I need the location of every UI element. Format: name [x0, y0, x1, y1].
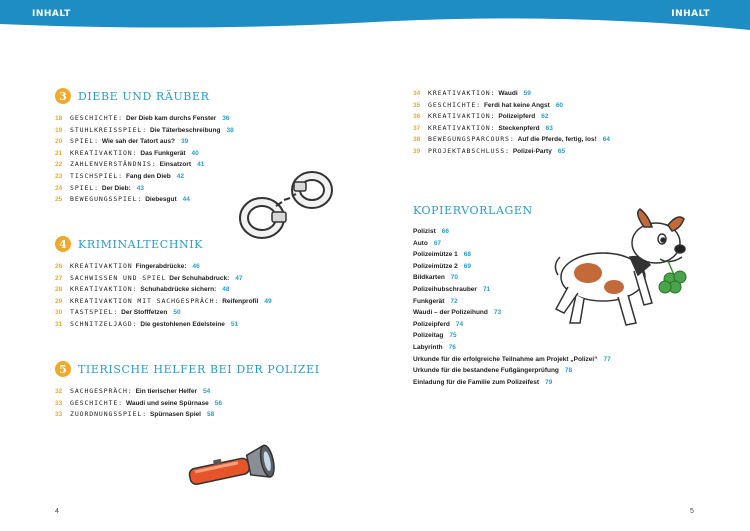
toc-entry[interactable] [55, 386, 320, 398]
entry-category: GESCHICHTE: [70, 398, 123, 407]
kopiervorlage-entry[interactable] [413, 354, 611, 366]
entry-page: 68 [463, 251, 472, 259]
entry-title: Einladung für die Familie zum Polizeifest [413, 378, 540, 386]
entry-title: Einsatzort [159, 161, 192, 169]
header-banner [0, 0, 750, 36]
entry-page: 70 [450, 274, 459, 282]
entry-title: Labyrinth [413, 343, 443, 351]
entry-page: 72 [450, 297, 458, 305]
entry-page: 66 [441, 228, 449, 235]
entry-page: 76 [448, 343, 456, 351]
entry-title: Funkgerät [413, 297, 445, 305]
toc-entry[interactable] [55, 194, 234, 206]
section-number-badge: 3 [55, 88, 71, 104]
entry-number: 34 [413, 90, 421, 97]
toc-entry[interactable] [413, 88, 610, 100]
entry-page: 69 [463, 262, 472, 270]
entry-page: 74 [455, 320, 464, 328]
kopiervorlagen-title: KOPIERVORLAGEN [413, 204, 533, 217]
entry-page: 78 [564, 367, 573, 375]
entry-title: Bildkarten [413, 274, 445, 282]
header-label-left: INHALT [32, 9, 71, 19]
entry-title: Spürnasen Spiel [150, 411, 201, 419]
toc-entry[interactable] [413, 123, 610, 135]
entry-title: Wie sah der Tatort aus? [101, 138, 176, 146]
kopiervorlage-entry[interactable] [413, 342, 611, 354]
entry-page: 63 [545, 124, 553, 132]
toc-entry[interactable] [55, 183, 234, 195]
entry-category: PROJEKTABSCHLUSS: [428, 146, 510, 155]
entry-page: 79 [545, 378, 553, 386]
entry-category: SACHWISSEN UND SPIEL [70, 273, 167, 282]
kopiervorlage-entry[interactable] [413, 377, 611, 389]
handcuffs-illustration [232, 160, 342, 250]
entry-number: 38 [413, 136, 421, 144]
entry-title: Reifenprofil [222, 297, 259, 305]
entry-page: 36 [222, 115, 230, 122]
entry-number: 37 [413, 124, 421, 132]
entry-number: 36 [413, 113, 421, 121]
entry-title: Das Funkgerät [140, 149, 186, 157]
toc-entry[interactable] [55, 319, 272, 331]
entry-page: 38 [226, 126, 234, 134]
entry-page: 42 [176, 172, 184, 180]
section-5 [55, 358, 320, 421]
entry-category: SPIEL: [70, 183, 99, 192]
entry-page: 77 [603, 355, 611, 363]
entry-page: 41 [197, 161, 205, 169]
entry-title: Ein tierischer Helfer [135, 388, 197, 395]
section-heading [55, 85, 234, 107]
entry-page: 58 [206, 411, 215, 419]
entry-number: 35 [413, 101, 421, 109]
entry-title: Polizist [413, 228, 436, 235]
entry-page: 59 [523, 90, 531, 97]
toc-entry[interactable] [55, 125, 234, 137]
entry-title: Polizeipferd [413, 320, 450, 328]
entry-title: Fang den Dieb [125, 172, 171, 180]
entry-category: GESCHICHTE: [70, 114, 123, 122]
toc-entry[interactable] [413, 100, 610, 112]
toc-entry[interactable] [55, 171, 234, 183]
toc-entry[interactable] [55, 159, 234, 171]
entry-title: Polizeitag [413, 332, 444, 340]
entry-number: 39 [413, 147, 421, 155]
entry-category: SCHNITZELJAGD: [70, 319, 138, 328]
entry-number: 19 [55, 126, 63, 134]
banner-wave-shape [0, 0, 750, 36]
entry-number: 23 [55, 172, 63, 180]
section-number-badge: 4 [55, 236, 71, 252]
entry-category: TISCHSPIEL: [70, 171, 123, 180]
entry-category: ZUORDNUNGSSPIEL: [70, 410, 148, 419]
toc-entry[interactable] [55, 273, 272, 285]
entry-category: KREATIVAKTION: [428, 123, 496, 132]
entry-number: 22 [55, 161, 63, 169]
header-label-right: INHALT [671, 9, 710, 19]
entry-title: Die gestohlenen Edelsteine [140, 320, 225, 328]
section-5-continued [413, 88, 610, 158]
entry-category: ZAHLENVERSTÄNDNIS: [70, 160, 157, 169]
entry-category: BEWEGUNGSSPIEL: [70, 195, 143, 204]
entry-number: 24 [55, 184, 63, 192]
entry-page: 67 [433, 239, 442, 247]
entry-page: 51 [230, 320, 239, 328]
entry-number: 30 [55, 309, 63, 317]
toc-entry[interactable] [413, 111, 610, 123]
section-title: DIEBE UND RÄUBER [78, 89, 210, 103]
entry-page: 40 [191, 149, 199, 157]
entry-page: 50 [173, 309, 181, 317]
entry-page: 49 [264, 297, 272, 305]
entry-category: GESCHICHTE: [428, 100, 481, 109]
entry-number: 27 [55, 274, 63, 282]
entry-category: STUHLKREISSPIEL: [70, 125, 148, 134]
section-heading [55, 358, 320, 380]
section-number-badge: 5 [55, 361, 71, 377]
entry-category: SACHGESPRÄCH: [70, 387, 133, 395]
entry-page: 62 [541, 113, 549, 121]
toc-entry[interactable] [413, 146, 610, 158]
entry-page: 56 [214, 399, 223, 407]
entry-title: Polizeimütze 1 [413, 251, 458, 259]
entry-number: 26 [55, 263, 63, 270]
entry-category: KREATIVAKTION [70, 262, 133, 270]
entry-category: KREATIVAKTION: [70, 148, 138, 157]
entry-title: Ferdi hat keine Angst [483, 101, 550, 109]
entry-title: Schuhabdrücke sichern: [140, 286, 217, 294]
entry-title: Waudi [498, 90, 518, 97]
entry-number: 29 [55, 297, 63, 305]
entry-number: 33 [55, 411, 63, 419]
toc-entry[interactable] [55, 148, 234, 160]
entry-category: SPIEL: [70, 137, 99, 146]
entry-number: 33 [55, 399, 63, 407]
entry-page: 75 [449, 332, 457, 340]
entry-title: Urkunde für die erfolgreiche Teilnahme am Projekt „Polizei“ [413, 355, 598, 363]
entry-page: 60 [555, 101, 564, 109]
entry-page: 48 [222, 286, 230, 294]
entry-page: 43 [136, 184, 145, 192]
entry-category: KREATIVAKTION: [428, 89, 496, 97]
toc-entry[interactable] [55, 261, 272, 273]
entry-title: Urkunde für die bestandene Fußgängerprüfung [413, 367, 559, 375]
toc-entry[interactable] [55, 307, 272, 319]
entry-page: 39 [181, 138, 189, 146]
entry-title: Polizeihubschrauber [413, 285, 477, 293]
entry-page: 44 [182, 196, 190, 204]
entry-title: Steckenpferd [498, 124, 540, 132]
entry-page: 54 [203, 388, 211, 395]
entry-category: KREATIVAKTION MIT SACHGESPRÄCH: [70, 296, 220, 305]
page-number-left: 4 [55, 508, 59, 515]
entry-title: Diebesgut [145, 196, 177, 204]
entry-category: TASTSPIEL: [70, 308, 119, 317]
entry-title: Fingerabdrücke: [135, 263, 187, 270]
entry-title: Waudi – der Polizeihund [413, 309, 488, 317]
toc-entry[interactable] [55, 398, 320, 410]
entry-page: 47 [235, 274, 243, 282]
entry-title: Die Täterbeschreibung [150, 126, 221, 134]
entry-number: 20 [55, 138, 63, 146]
section-title: KRIMINALTECHNIK [78, 237, 203, 251]
toc-entry[interactable] [55, 136, 234, 148]
entry-title: Der Schuhabdruck: [169, 274, 230, 282]
entry-category: KREATIVAKTION: [428, 112, 496, 121]
entry-title: Der Dieb: [101, 184, 131, 192]
entry-page: 71 [482, 285, 491, 293]
toc-entry[interactable] [55, 296, 272, 308]
entry-number: 28 [55, 286, 63, 294]
entry-number: 21 [55, 149, 63, 157]
entry-number: 31 [55, 320, 63, 328]
entry-title: Der Dieb kam durchs Fenster [125, 115, 217, 122]
toc-entry[interactable] [413, 134, 610, 146]
section-title: TIERISCHE HELFER BEI DER POLIZEI [78, 362, 320, 376]
police-dog-illustration [548, 205, 698, 335]
toc-entry[interactable] [55, 113, 234, 125]
entry-page: 46 [192, 263, 200, 270]
toc-entry[interactable] [55, 409, 320, 421]
entry-title: Der Stofffetzen [121, 309, 168, 317]
entry-page: 65 [557, 147, 566, 155]
entry-title: Polizei-Party [512, 147, 552, 155]
entry-number: 32 [55, 388, 63, 395]
entry-title: Auf die Pferde, fertig, los! [517, 136, 597, 144]
kopiervorlage-entry[interactable] [413, 365, 611, 377]
entry-number: 18 [55, 115, 63, 122]
entry-page: 64 [602, 136, 610, 144]
entry-page: 73 [493, 309, 502, 317]
entry-title: Polizeipferd [498, 113, 536, 121]
entry-title: Waudi und seine Spürnase [125, 399, 209, 407]
page-number-right: 5 [690, 508, 694, 515]
entry-number: 25 [55, 196, 63, 204]
toc-entry[interactable] [55, 284, 272, 296]
entry-category: KREATIVAKTION: [70, 285, 138, 294]
entry-category: BEWEGUNGSPARCOURS: [428, 135, 515, 144]
flashlight-illustration [185, 440, 285, 496]
section-3 [55, 85, 234, 206]
entry-title: Auto [413, 239, 428, 247]
entry-title: Polizeimütze 2 [413, 262, 458, 270]
